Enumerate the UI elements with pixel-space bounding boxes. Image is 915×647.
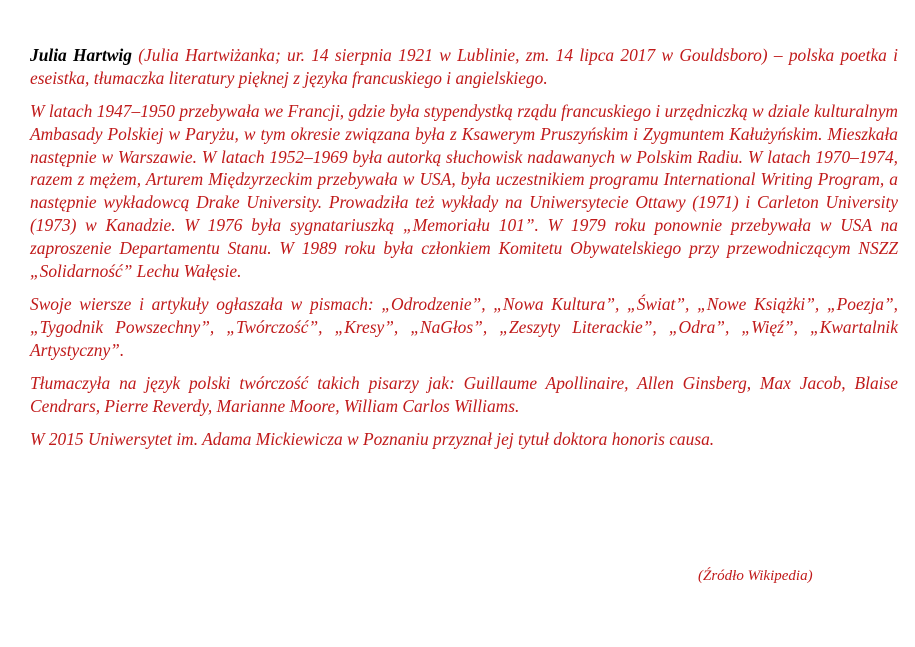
honors-paragraph: W 2015 Uniwersytet im. Adama Mickiewicza w Poznaniu przyznał jej tytuł doktora honoris causa.	[30, 428, 715, 449]
translations-paragraph: Tłumaczyła na język polski twórczość takich pisarzy jak: Guillaume Apollinaire, Allen Ginsberg, Max Jacob, Blaise Cendrars, Pierre Reverdy, Marianne Moore, William Carlos Williams.	[30, 372, 898, 416]
intro-text: (Julia Hartwiżanka; ur. 14 sierpnia 1921 w Lublinie, zm. 14 lipca 2017 w Gouldsboro) – polska poetka i eseistka, tłumaczka literatury pięknej z języka francuskiego i angielskiego.	[30, 45, 898, 88]
intro-paragraph	[30, 44, 898, 90]
source-citation: (Źródło Wikipedia)	[698, 568, 813, 584]
biography-paragraph: W latach 1947–1950 przebywała we Francji, gdzie była stypendystką rządu francuskiego i urzędniczką w dziale kulturalnym Ambasady Polskiej w Paryżu, w tym okresie związana była z Ksawerym Pruszyńskim i Zygmuntem Kałużyńskim. Mieszkała następnie w Warszawie. W latach 1952–1969 była autorką słuchowisk nadawanych w Polskim Radiu. W latach 1970–1974, razem z mężem, Arturem Międzyrzeckim przebywała w USA, była uczestnikiem programu International Writing Program, a następnie wykładowcą Drake University. Prowadziła też wykłady na Uniwersytecie Ottawy (1971) i Carleton University (1973) w Kanadzie. W 1976 była sygnatariuszką „Memoriału 101”. W 1979 roku ponownie przebywała w USA na zaproszenie Departamentu Stanu. W 1989 roku była członkiem Komitetu Obywatelskiego przy przewodniczącym NSZZ „Solidarność” Lechu Wałęsie.	[30, 101, 898, 281]
publications-paragraph: Swoje wiersze i artykuły ogłaszała w pismach: „Odrodzenie”, „Nowa Kultura”, „Świat”, „Nowe Książki”, „Poezja”, „Tygodnik Powszechny”, „Twórczość”, „Kresy”, „NaGłos”, „Zeszyty Literackie”, „Odra”, „Więź”, „Kwartalnik Artystyczny”.	[30, 293, 898, 360]
document-body	[30, 44, 898, 461]
author-name: Julia Hartwig	[30, 45, 132, 65]
